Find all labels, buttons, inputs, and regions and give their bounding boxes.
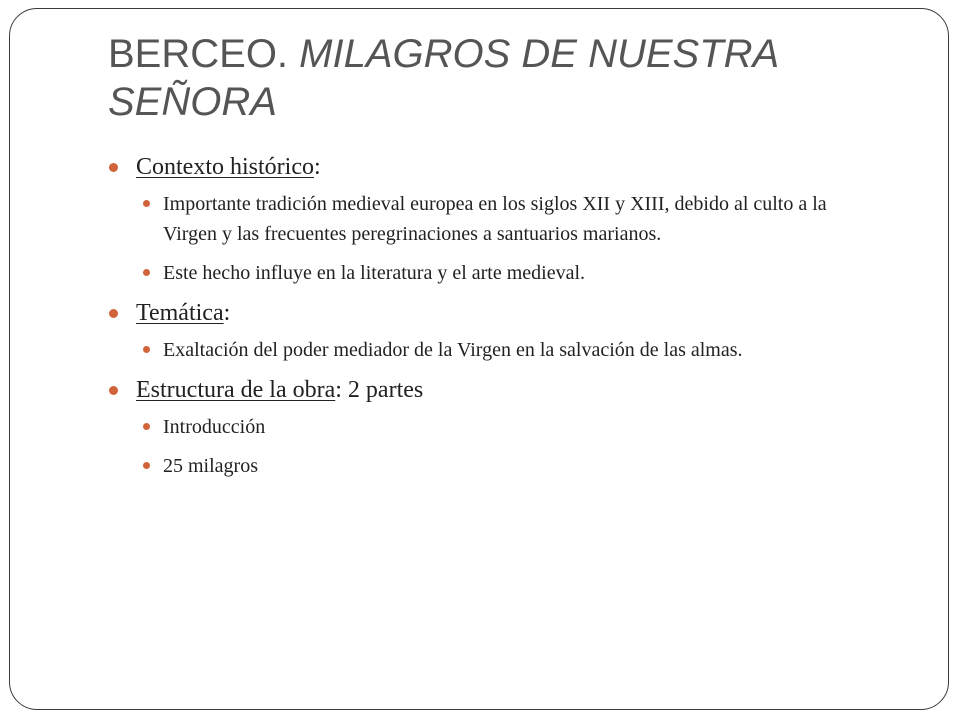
section-context — [108, 152, 868, 288]
list-item — [142, 412, 863, 442]
slide-body — [108, 152, 868, 491]
title-work: MILAGROS DE NUESTRA SEÑORA — [108, 32, 778, 124]
list-item-text: Importante tradición medieval europea en los siglos XII y XIII, debido al culto a la Virgen y las frecuentes peregrinaciones a santuarios marianos. — [163, 193, 827, 245]
list-item — [142, 451, 863, 481]
section-heading: Temática — [136, 300, 224, 326]
section-structure — [108, 375, 868, 481]
list-item — [142, 189, 863, 249]
section-suffix: : — [223, 300, 231, 326]
bullet-icon — [143, 200, 150, 207]
list-item-text: 25 milagros — [163, 455, 258, 477]
bullet-icon — [143, 346, 150, 353]
section-items — [142, 335, 868, 365]
bullet-icon — [143, 462, 150, 469]
bullet-icon — [109, 309, 118, 318]
bullet-icon — [109, 163, 118, 172]
slide-title — [108, 30, 908, 126]
section-suffix: : — [313, 154, 321, 180]
list-item-text: Exaltación del poder mediador de la Virgen en la salvación de las almas. — [163, 339, 743, 361]
list-item-text: Introducción — [163, 416, 266, 438]
section-list — [108, 152, 868, 481]
section-theme — [108, 298, 868, 365]
section-suffix: : 2 partes — [335, 377, 424, 403]
section-items — [142, 189, 868, 288]
section-heading: Contexto histórico — [136, 154, 314, 180]
list-item-text: Este hecho influye en la literatura y el arte medieval. — [163, 262, 586, 284]
list-item — [142, 335, 863, 365]
bullet-icon — [143, 423, 150, 430]
bullet-icon — [109, 386, 118, 395]
section-heading: Estructura de la obra — [136, 377, 336, 403]
section-items — [142, 412, 868, 481]
bullet-icon — [143, 269, 150, 276]
list-item — [142, 258, 863, 288]
title-author: BERCEO. — [108, 32, 300, 76]
